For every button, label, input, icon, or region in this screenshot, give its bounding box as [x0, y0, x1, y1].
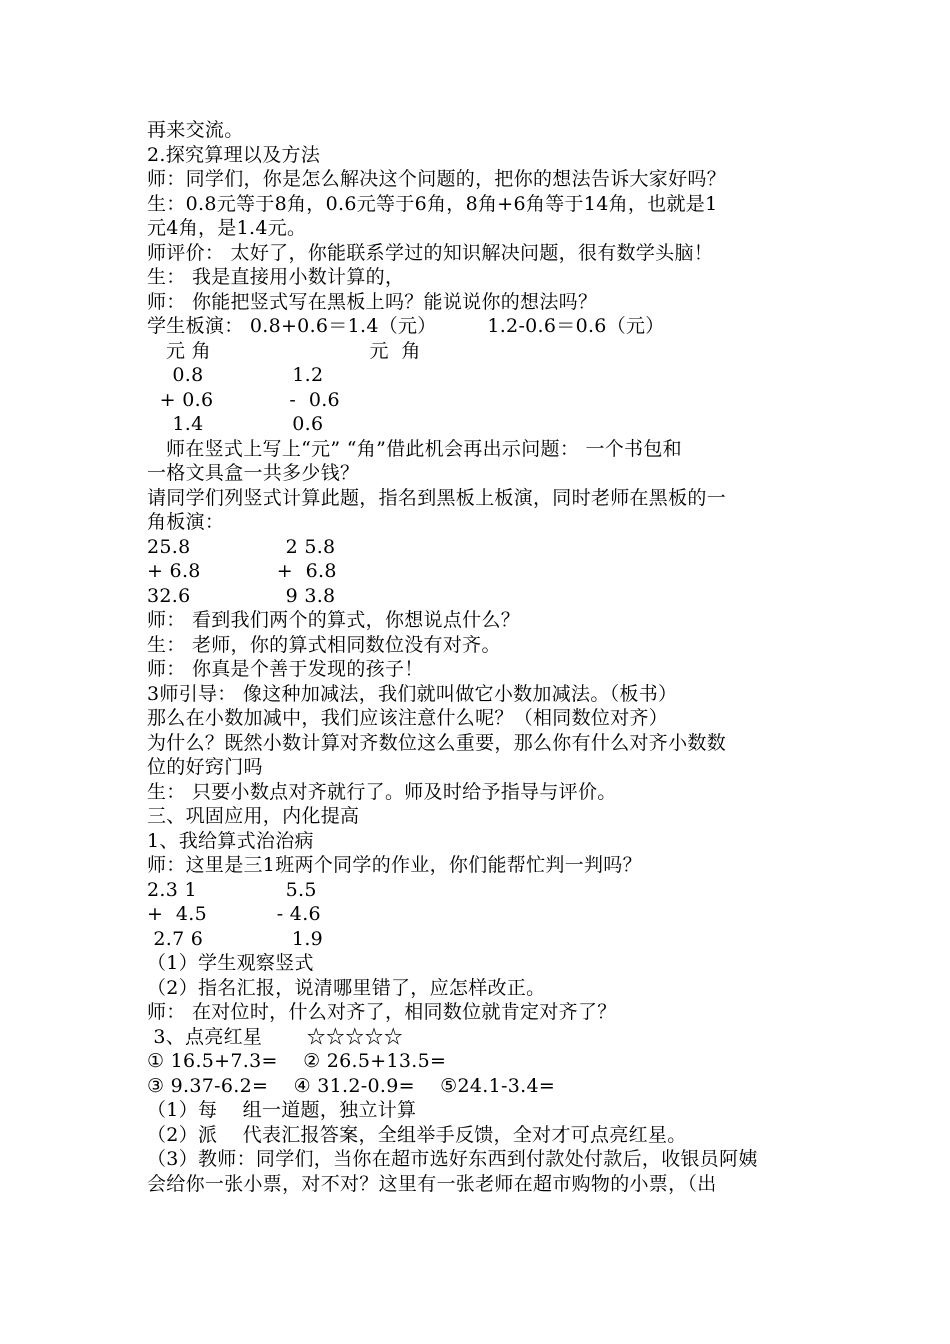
text-line: 1、我给算式治治病: [147, 829, 314, 852]
text-line: 师：这里是三1班两个同学的作业，你们能帮忙判一判吗？: [147, 854, 642, 876]
text-line: 元4角，是1.4元。: [147, 217, 307, 239]
text-line: + 6.8 + 6.8: [147, 560, 337, 582]
text-line: 师： 你真是个善于发现的孩子！: [147, 658, 424, 680]
text-line: ③ 9.37-6.2= ④ 31.2-0.9= ⑤24.1-3.4=: [147, 1074, 556, 1097]
text-line: 位的好窍门吗: [147, 756, 263, 778]
text-line: 师： 看到我们两个的算式，你想说点什么？: [147, 609, 521, 631]
text-line: 师： 在对位时，什么对齐了，相同数位就肯定对齐了？: [147, 1001, 617, 1023]
text-line: 生： 只要小数点对齐就行了。师及时给予指导与评价。: [147, 780, 617, 803]
document-body: [147, 118, 817, 1196]
text-line: 请同学们列竖式计算此题，指名到黑板上板演，同时老师在黑板的一: [147, 486, 727, 509]
text-line: （2）派 代表汇报答案，全组举手反馈，全对才可点亮红星。: [147, 1123, 687, 1146]
text-line: 师在竖式上写上“元” “角”借此机会再出示问题： 一个书包和: [147, 437, 682, 460]
text-line: 2.7 6 1.9: [147, 927, 324, 950]
text-line: 生：0.8元等于8角，0.6元等于6角，8角+6角等于14角，也就是1: [147, 192, 718, 215]
text-line: 32.6 9 3.8: [147, 584, 336, 607]
text-line: （1）每 组一道题，独立计算: [147, 1099, 417, 1121]
text-line: + 0.6 - 0.6: [147, 388, 340, 411]
text-line: 生： 老师，你的算式相同数位没有对齐。: [147, 633, 501, 656]
text-line: 生： 我是直接用小数计算的，: [147, 266, 405, 288]
text-line: 元 角 元 角: [147, 339, 421, 362]
text-line: 三、巩固应用，内化提高: [147, 805, 360, 827]
text-line: 师：同学们，你是怎么解决这个问题的，把你的想法告诉大家好吗？: [147, 168, 727, 190]
text-line: 为什么？既然小数计算对齐数位这么重要，那么你有什么对齐小数数: [147, 731, 727, 754]
text-line: 再来交流。: [147, 119, 244, 141]
text-line: 一格文具盒一共多少钱？: [147, 462, 360, 484]
text-line: 1.4 0.6: [147, 413, 324, 435]
text-line: （3）教师：同学们，当你在超市选好东西到付款处付款后，收银员阿姨: [147, 1148, 758, 1170]
text-line: （2）指名汇报，说清哪里错了，应怎样改正。: [147, 976, 546, 999]
text-line: 2.3 1 5.5: [147, 878, 317, 901]
text-line: ① 16.5+7.3= ② 26.5+13.5=: [147, 1050, 447, 1072]
text-line: 会给你一张小票，对不对？这里有一张老师在超市购物的小票，（出: [147, 1172, 717, 1195]
text-line: 师评价： 太好了，你能联系学过的知识解决问题，很有数学头脑！: [147, 241, 714, 264]
text-line: 3、点亮红星 ☆☆☆☆☆: [147, 1025, 404, 1048]
text-line: 角板演：: [147, 511, 225, 533]
text-line: （1）学生观察竖式: [147, 952, 314, 974]
text-line: 25.8 2 5.8: [147, 535, 336, 558]
text-line: 师： 你能把竖式写在黑板上吗？能说说你的想法吗？: [147, 290, 598, 313]
text-line: 那么在小数加减中，我们应该注意什么呢？（相同数位对齐）: [147, 707, 669, 729]
text-line: 0.8 1.2: [147, 364, 324, 386]
text-line: 学生板演： 0.8+0.6＝1.4（元） 1.2-0.6＝0.6（元）: [147, 315, 665, 337]
text-line: 2.探究算理以及方法: [147, 143, 321, 166]
text-line: + 4.5 - 4.6: [147, 903, 321, 925]
text-line: 3师引导： 像这种加减法，我们就叫做它小数加减法。（板书）: [147, 682, 678, 705]
